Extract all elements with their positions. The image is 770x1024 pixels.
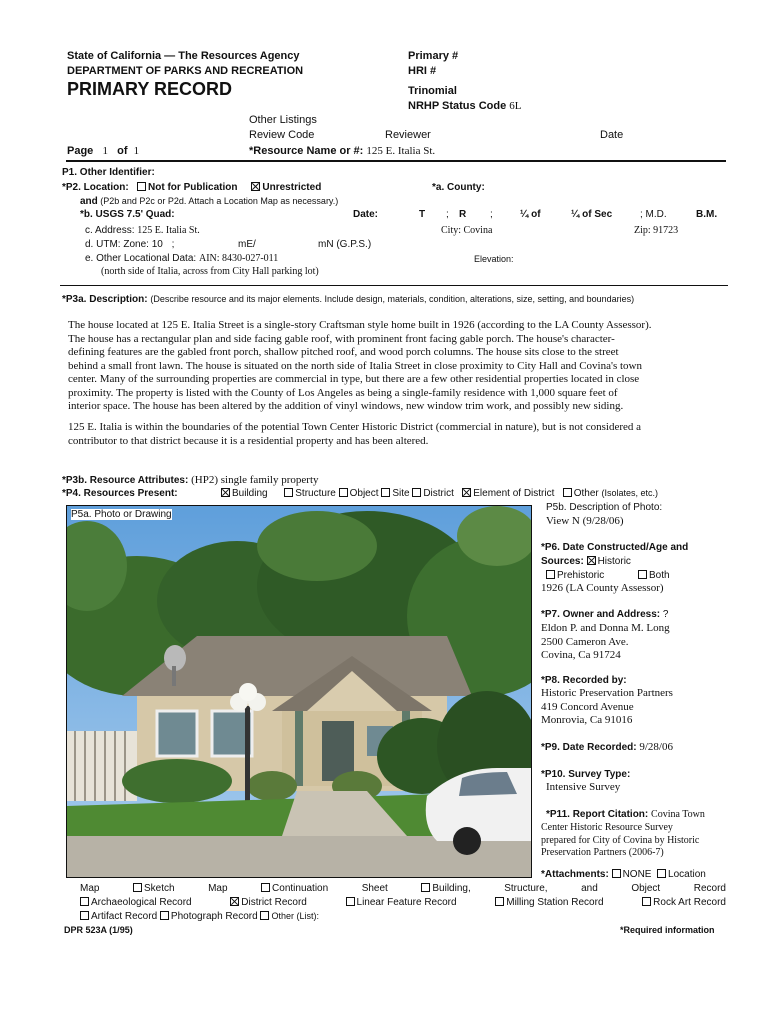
sketch-map-checkbox[interactable] [133,883,142,892]
sheet-word: Sheet [361,883,388,894]
p6-label: *P6. Date Constructed/Age and [541,542,689,553]
p8-value [541,687,673,728]
county-label: *a. County: [432,182,485,193]
address-label: c. Address: [85,225,135,236]
structure-label: Structure [295,488,336,499]
description-paragraph-1 [68,319,726,414]
page-indicator [67,145,139,157]
element-of-district-checkbox[interactable] [462,488,471,497]
city-label: City: [441,225,462,236]
other-locational-value: AIN: 8430-027-011 [198,253,279,264]
city-value: Covina [463,225,493,236]
attachments-row-3 [80,897,726,908]
object-label: Object [349,488,379,499]
location-map-checkbox[interactable] [657,869,666,878]
p5a-label: P5a. Photo or Drawing [71,509,172,520]
agency-line-2: DEPARTMENT OF PARKS AND RECREATION [67,65,304,77]
zip-label: Zip: [634,225,651,236]
review-code-label: Review Code [249,129,315,141]
map-word: Map [208,883,228,894]
range-separator: ; [490,209,493,220]
header-rule [66,160,726,162]
site-label: Site [392,488,410,499]
hri-label: HRI # [408,65,437,77]
resource-name [249,145,435,157]
usgs-date-label: Date: [353,209,379,220]
description-line: contributor to that district because it is a residential property and has been altered. [68,434,429,447]
record-word: Record [693,883,726,894]
p3a-heading [62,294,634,305]
form-id: DPR 523A (1/95) [64,925,133,935]
p3b-value: (HP2) single family property [191,474,319,486]
p7-question: ? [662,609,669,620]
other-resource-checkbox[interactable] [563,488,572,497]
utm-northing-label: mN (G.P.S.) [318,239,372,250]
page-total: 1 [133,145,140,157]
page-label: Page [67,145,94,157]
bm-label: B.M. [696,209,718,220]
element-of-district-label: Element of District [473,488,555,499]
photograph-label: Photograph Record [170,911,258,922]
nrhp-value: 6L [509,100,522,112]
p7-value [541,622,670,663]
resource-name-value: 125 E. Italia St. [366,145,436,157]
p2-location-row [62,182,321,193]
primary-label: Primary # [408,50,459,62]
district-label: District [423,488,454,499]
date-label: Date [600,129,624,141]
object-word: Object [631,883,661,894]
building-record-checkbox[interactable] [421,883,430,892]
resource-name-label: *Resource Name or #: [249,145,364,157]
p11-label: *P11. Report Citation: [546,809,649,820]
p8-label: *P8. Recorded by: [541,675,627,686]
nrhp-label: NRHP Status Code [408,100,507,112]
form-title: PRIMARY RECORD [67,79,233,99]
p1-label: P1. Other Identifier: [62,167,155,178]
p10-value: Intensive Survey [546,781,621,793]
address-row [85,225,200,236]
p2-note-and: and [80,196,98,207]
township-label: T [419,209,426,220]
zip-row [634,225,678,236]
description-paragraph-2 [68,421,726,448]
archaeological-record-checkbox[interactable] [80,897,89,906]
owner-line: Eldon P. and Donna M. Long [541,622,670,634]
p4-options [221,488,658,499]
milling-station-checkbox[interactable] [495,897,504,906]
recorder-line: 419 Concord Avenue [541,700,634,713]
attachments-row-4 [80,911,319,922]
sketch-label: Sketch [143,883,175,894]
agency-line-1: State of California — The Resources Agency [67,50,300,62]
attachments-label: *Attachments: [541,869,609,880]
description-line: 125 E. Italia is within the boundaries of the potential Town Center Historic District (commercial in nature), but is not considered a [68,421,642,433]
utm-row [85,239,174,250]
artifact-record-checkbox[interactable] [80,911,89,920]
rock-art-label: Rock Art Record [653,897,726,908]
other-listings-label: Other Listings [249,114,317,126]
other-attachment-checkbox[interactable] [260,911,269,920]
description-line: The house has a rectangular plan and side facing gable roof, with prominent front facing gable porch. The house's character- [68,332,615,345]
none-label: NONE [622,869,652,880]
zip-value: 91723 [653,225,679,236]
attachments-row-2 [80,883,726,894]
description-line: behind a small front lawn. The house is situated on the north side of Italia Street in close proximity to City Hall and Covina's town [68,359,642,372]
trinomial-label: Trinomial [408,85,457,97]
township-separator: ; [446,209,449,220]
structure-checkbox[interactable] [284,488,293,497]
description-line: defining features are the gabled front porch, shallow pitched roof, and wood porch columns. The house sits close to the street [68,346,619,358]
md-label: ; M.D. [640,209,667,220]
p11-row [546,809,705,820]
other-resource-note: (Isolates, etc.) [601,488,659,498]
other-resource-label: Other [573,488,599,499]
district-record-label: District Record [241,897,307,908]
p6-sources-row [541,556,631,567]
prehistoric-label: Prehistoric [557,570,605,581]
historic-checkbox[interactable] [587,556,596,565]
quarter-of-label: ¼ of [520,209,541,220]
p7-label: *P7. Owner and Address: [541,609,661,620]
photo-frame [66,505,532,878]
and-word: and [581,883,598,894]
district-checkbox[interactable] [412,488,421,497]
p3a-label: *P3a. Description: [62,294,148,305]
p5b-value: View N (9/28/06) [546,515,624,527]
other-locational-label: e. Other Locational Data: [85,253,197,264]
owner-line: Covina, Ca 91724 [541,649,621,661]
utm-label: d. UTM: Zone: [85,239,149,250]
p7-row [541,609,668,620]
page-number: 1 [102,145,108,157]
required-note: *Required information [620,925,715,935]
p2-note-text: (P2b and P2c or P2d. Attach a Location Map as necessary.) [100,196,339,206]
address-value: 125 E. Italia St. [137,225,200,236]
continuation-sheet-checkbox[interactable] [261,883,270,892]
elevation-label: Elevation: [474,254,514,264]
rock-art-checkbox[interactable] [642,897,651,906]
recorder-line: Historic Preservation Partners [541,687,673,699]
section-rule-p2 [60,285,728,286]
map-word: Map [80,883,100,894]
p3b-row [62,474,319,486]
linear-feature-label: Linear Feature Record [356,897,457,908]
p9-row [541,741,673,753]
building-word: Building, [432,883,471,894]
citation-line: Preservation Partners (2006-7) [541,847,664,858]
photograph-record-checkbox[interactable] [160,911,169,920]
p9-value: 9/28/06 [639,741,673,753]
city-row [441,225,492,236]
location-label: Location [668,869,706,880]
linear-feature-checkbox[interactable] [346,897,355,906]
other-attachment-label: Other (List): [271,911,319,921]
utm-zone: 10 [151,239,163,250]
p10-label: *P10. Survey Type: [541,769,631,780]
description-line: center. Many of the surrounding properties are commercial in type, but there are a few other residential properties located in close [68,373,640,385]
citation-line: prepared for City of Covina by Historic [541,834,700,846]
p3a-note: (Describe resource and its major elements. Include design, materials, condition, alterations, size, setting, and boundaries) [150,294,635,304]
description-line: The house located at 125 E. Italia Street is a single-story Craftsman style home built in 1926 (according to the LA County Assessor). [68,319,652,331]
p11-value [541,822,699,860]
none-checkbox[interactable] [612,869,621,878]
p2-label: *P2. Location: [62,182,129,193]
artifact-label: Artifact Record [91,911,158,922]
p9-label: *P9. Date Recorded: [541,742,637,753]
recorder-line: Monrovia, Ca 91016 [541,714,633,726]
continuation-label: Continuation [272,883,329,894]
prehistoric-checkbox[interactable] [546,570,555,579]
description-line: interior space. The house has been altered by the addition of vinyl windows, new window trim work, and possibly new siding. [68,400,624,412]
p4-row [62,488,178,499]
object-checkbox[interactable] [339,488,348,497]
building-checkbox[interactable] [221,488,230,497]
not-for-publication-checkbox[interactable] [137,182,146,191]
both-checkbox[interactable] [638,570,647,579]
p6-sources-label: Sources: [541,556,584,567]
prehistoric-row [546,570,604,581]
range-label: R [459,209,467,220]
usgs-quad-label: *b. USGS 7.5' Quad: [80,209,175,220]
attachments-row-1 [541,869,706,880]
owner-line: 2500 Cameron Ave. [541,635,629,648]
iron-gate [67,731,137,801]
description-line: proximity. The property is listed with the County of Los Angeles as being a single-family residence with 1,000 square feet of [68,386,618,399]
p2-note [80,196,338,207]
house-photo [67,506,531,877]
milling-station-label: Milling Station Record [506,897,604,908]
unrestricted-checkbox[interactable] [251,182,260,191]
of-label: of [117,145,128,157]
unrestricted-label: Unrestricted [262,182,322,193]
both-row [638,570,670,581]
p3b-label: *P3b. Resource Attributes: [62,475,189,486]
p6-value: 1926 (LA County Assessor) [541,582,664,594]
historic-label: Historic [597,556,631,567]
citation-line: Center Historic Resource Survey [541,822,673,833]
structure-word: Structure, [504,883,548,894]
p4-label: *P4. Resources Present: [62,488,178,499]
site-checkbox[interactable] [381,488,390,497]
utm-easting-label: mE/ [238,239,256,250]
p5b-label: P5b. Description of Photo: [546,502,663,513]
reviewer-label: Reviewer [385,129,431,141]
building-label: Building [232,488,268,499]
other-locational-row [85,253,278,264]
p11-first: Covina Town [651,809,705,820]
district-record-checkbox[interactable] [230,897,239,906]
both-label: Both [649,570,670,581]
archaeological-label: Archaeological Record [91,897,192,908]
utm-separator: ; [171,239,175,250]
quarter-sec-label: ¼ of Sec [571,209,613,220]
other-locational-note: (north side of Italia, across from City Hall parking lot) [101,266,319,277]
nrhp-status-label [408,100,522,112]
not-for-publication-label: Not for Publication [148,182,238,193]
